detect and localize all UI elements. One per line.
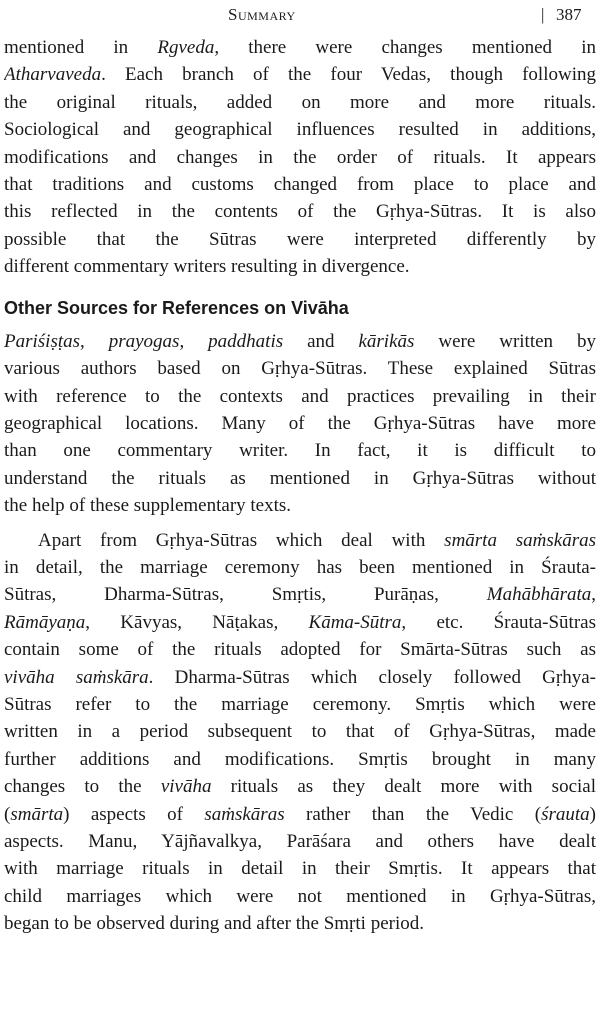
text-line: geographical locations. Many of the Gṛhya-Sūtras have more bbox=[4, 413, 596, 435]
body-text bbox=[4, 34, 596, 938]
running-head-separator: | bbox=[541, 5, 545, 24]
italic-term: Rāmāyaṇa bbox=[4, 611, 86, 633]
text-line: contain some of the rituals adopted for Smārta-Sūtras such as bbox=[4, 639, 596, 661]
text-line: with reference to the contexts and practices prevailing in their bbox=[4, 385, 596, 407]
text-line: modifications and changes in the order of rituals. It appears bbox=[4, 146, 596, 168]
section-heading: Other Sources for References on Vivāha bbox=[4, 297, 349, 318]
text-line: mentioned in Rgveda, there were changes mentioned in bbox=[4, 37, 596, 58]
text-line: Sūtras refer to the marriage ceremony. Smṛtis which were bbox=[4, 693, 596, 715]
text-line: (smārta) aspects of saṁskāras rather than the Vedic (śrauta) bbox=[4, 803, 596, 825]
italic-term: prayogas bbox=[108, 330, 180, 352]
italic-term: Rgveda bbox=[157, 37, 215, 58]
italic-term: śrauta bbox=[541, 803, 590, 825]
italic-term: smārta saṁskāras bbox=[444, 529, 596, 551]
text-line: Rāmāyaṇa, Kāvyas, Nāṭakas, Kāma-Sūtra, etc. Śrauta-Sūtras bbox=[4, 611, 596, 633]
italic-term: smārta bbox=[10, 803, 64, 825]
italic-term: vivāha bbox=[160, 776, 212, 798]
italic-term: Kāma-Sūtra bbox=[308, 611, 402, 633]
text-line: Apart from Gṛhya-Sūtras which deal with smārta saṁskāras bbox=[38, 529, 596, 551]
text-line: with marriage rituals in detail in their Smṛtis. It appears that bbox=[4, 858, 596, 880]
text-line: the original rituals, added on more and more rituals. bbox=[4, 91, 596, 113]
text-line: in detail, the marriage ceremony has been mentioned in Śrauta- bbox=[4, 557, 596, 579]
text-line: further additions and modifications. Smṛtis brought in many bbox=[4, 748, 596, 770]
text-line: than one commentary writer. In fact, it is difficult to bbox=[4, 440, 596, 462]
text-line: began to be observed during and after the Smṛti period. bbox=[4, 913, 424, 935]
running-head-title: Summary bbox=[228, 5, 296, 24]
text-line: aspects. Manu, Yājñavalkya, Parāśara and others have dealt bbox=[4, 830, 596, 852]
text-line: understand the rituals as mentioned in Gṛhya-Sūtras without bbox=[4, 467, 596, 489]
running-head bbox=[0, 0, 600, 30]
text-line: this reflected in the contents of the Gṛhya-Sūtras. It is also bbox=[4, 201, 596, 223]
italic-term: paddhatis bbox=[208, 330, 284, 352]
paragraph-other-sources bbox=[4, 527, 596, 938]
paragraph-supplementary-texts bbox=[4, 328, 596, 520]
text-line: different commentary writers resulting in divergence. bbox=[4, 256, 410, 278]
page-number: 387 bbox=[556, 5, 582, 24]
italic-term: Mahābhārata bbox=[486, 584, 592, 606]
text-line: Pariśiṣṭas, prayogas, paddhatis and kārikās were written by bbox=[4, 330, 596, 352]
text-line: written in a period subsequent to that of Gṛhya-Sūtras, made bbox=[4, 721, 596, 743]
text-line: various authors based on Gṛhya-Sūtras. These explained Sūtras bbox=[4, 358, 596, 380]
italic-term: saṁskāras bbox=[204, 803, 285, 825]
text-line: Sūtras, Dharma-Sūtras, Smṛtis, Purāṇas, Mahābhārata, bbox=[4, 584, 596, 606]
paragraph-continuation bbox=[4, 34, 596, 281]
italic-term: Pariśiṣṭas bbox=[4, 330, 81, 352]
text-line: possible that the Sūtras were interpreted differently by bbox=[4, 228, 596, 250]
text-line: changes to the vivāha rituals as they dealt more with social bbox=[4, 776, 596, 798]
text-line: vivāha saṁskāra. Dharma-Sūtras which closely followed Gṛhya- bbox=[4, 666, 596, 688]
text-line: child marriages which were not mentioned in Gṛhya-Sūtras, bbox=[4, 885, 596, 907]
italic-term: vivāha saṁskāra bbox=[4, 666, 149, 688]
text-line: that traditions and customs changed from place to place and bbox=[4, 173, 596, 195]
text-line: the help of these supplementary texts. bbox=[4, 495, 292, 517]
italic-term: kārikās bbox=[358, 330, 415, 352]
text-line: Sociological and geographical influences resulted in additions, bbox=[4, 119, 596, 141]
text-line: Atharvaveda. Each branch of the four Vedas, though following bbox=[4, 64, 596, 86]
italic-term: Atharvaveda bbox=[4, 64, 102, 86]
